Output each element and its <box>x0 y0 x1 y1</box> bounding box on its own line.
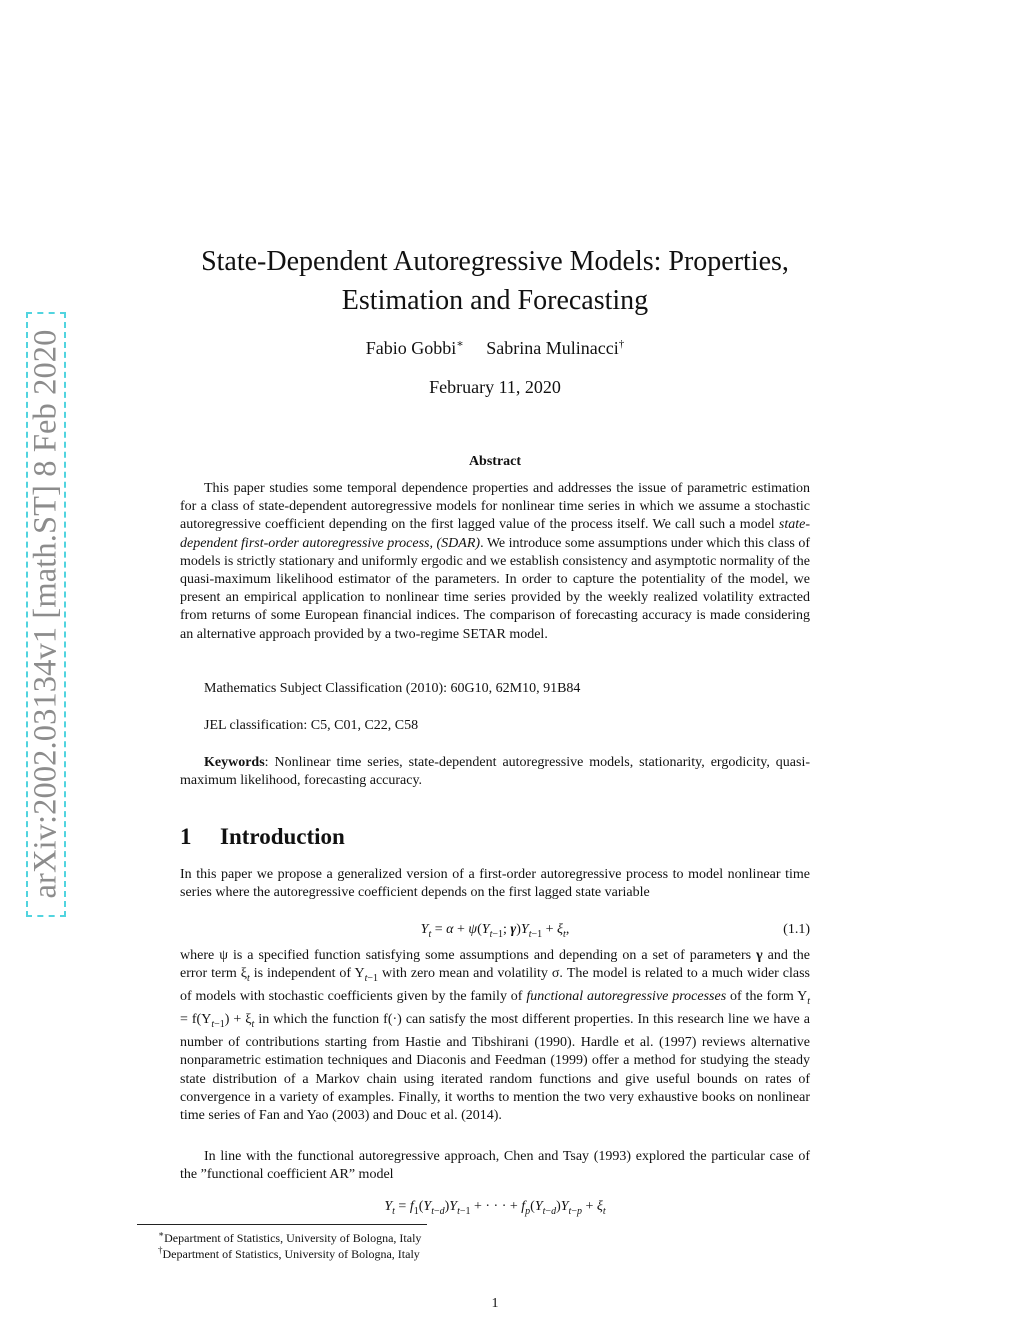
para2-sub-t-minus-1: t−1 <box>364 973 379 984</box>
para2-text-g: ) + ξ <box>224 1012 252 1028</box>
footnote-1 <box>158 1229 421 1246</box>
paper-date: February 11, 2020 <box>429 377 561 397</box>
abstract-model-name: state-dependent first-order autoregressive process, (SDAR) <box>180 517 810 551</box>
author-2 <box>486 338 624 358</box>
para2-sub-t-minus-1-b: t−1 <box>211 1019 225 1030</box>
para2-text-f: = f(Y <box>180 1012 212 1028</box>
page-number: 1 <box>491 1296 499 1311</box>
section-title: Introduction <box>220 824 345 849</box>
keywords-label: Keywords <box>204 755 265 770</box>
equation-functional-coefficient-ar: $Y_t = f_1(Y_{t-d})Y_{t-1}$ + · · · + $f_p(Y_{t-d})Y_{t-p} + \xi_t$ <box>384 1199 606 1217</box>
author-2-name: Sabrina Mulinacci <box>486 338 619 358</box>
para2-gamma: γ <box>756 948 763 963</box>
paper-title <box>150 242 840 320</box>
para2-text-h: in which the function f(·) can satisfy the most different properties. In this research line we have a number of contributions starting from Hastie and Tibshirani (1990). Hardle et al. (1997) reviews alternative nonparametric estimation techniques and Diaconis and Feedman (1999) offer a method for studying the steady state distribution of a Markov chain using iterated random functions and give useful bounds on rates of convergence in a variety of examples. Finally, it worths to mention the two very exhaustive books on nonlinear time series of Fan and Yao (2003) and Douc et al. (2014). <box>180 1012 810 1124</box>
para2-functional-ar: functional autoregressive processes <box>526 989 727 1005</box>
para2-text-b: and the error term ξ <box>180 948 810 982</box>
para2-text-e: of the form Y <box>726 989 808 1005</box>
keywords-text: : Nonlinear time series, state-dependent autoregressive models, stationarity, ergodicity, quasi-maximum likelihood, forecasting accuracy. <box>180 755 810 789</box>
arxiv-identifier[interactable]: arXiv:2002.03134v1 [math.ST] 8 Feb 2020 <box>27 329 64 899</box>
equation-1-1 <box>180 922 810 942</box>
para2-sub-t: t <box>247 973 250 984</box>
equation-1-1-body: $Y_t = \alpha + \psi(Y_{t-1}$; $\gamma)Y_{t-1} + \xi_t$, <box>420 922 570 940</box>
para2-sub-t-3: t <box>251 1019 255 1030</box>
para2-text-c: is independent of Y <box>249 966 365 982</box>
abstract-text-2: . We introduce some assumptions under which this class of models is strictly stationary and uniformly ergodic and we establish consistency and asymptotic normality of the quasi-maximum likelihood estimator of the parameters. In order to capture the potentiality of the model, we present an empirical application to nonlinear time series provided by the weekly realized volatility extracted from returns of some European financial indices. The comparison of forecasting accuracy is made considering an alternative approach provided by a two-regime SETAR model. <box>180 535 811 642</box>
author-2-footnote-mark[interactable]: † <box>618 338 625 350</box>
abstract-text-1: This paper studies some temporal dependence properties and addresses the issue of parametric estimation for a class of state-dependent autoregressive models for nonlinear time series in which we assume a stochastic autoregressive coefficient depending on the first lagged value of the process itself. We call such a model <box>180 481 810 533</box>
intro-paragraph-3: In line with the functional autoregressive approach, Chen and Tsay (1993) explored the particular case of the ”functional coefficient AR” model <box>180 1149 810 1183</box>
abstract-body <box>180 480 810 644</box>
equation-1-1-number: (1.1) <box>783 922 810 937</box>
title-line-2: Estimation and Forecasting <box>341 285 649 316</box>
title-line-1: State-Dependent Autoregressive Models: Properties, <box>201 246 789 277</box>
footnote-1-mark: ∗ <box>158 1229 165 1239</box>
author-1-footnote-mark[interactable]: ∗ <box>456 338 464 350</box>
footnote-2-mark: † <box>158 1245 163 1255</box>
intro-paragraph-2 <box>180 947 810 1125</box>
jel-classification: JEL classification: C5, C01, C22, C58 <box>204 718 419 733</box>
para2-text-d: with zero mean and volatility σ. The model is related to a much wider class of models with stochastic coefficients given by the family of <box>180 966 810 1005</box>
author-1-name: Fabio Gobbi <box>365 338 457 358</box>
author-1 <box>366 338 464 358</box>
section-heading-introduction <box>180 824 345 850</box>
para2-text-a: where ψ is a specified function satisfying some assumptions and depending on a set of parameters <box>180 948 757 963</box>
section-number: 1 <box>180 824 192 849</box>
footnote-2 <box>158 1245 420 1262</box>
intro-paragraph-1: In this paper we propose a generalized version of a first-order autoregressive process to model nonlinear time series where the autoregressive coefficient depends on the first lagged state variable <box>180 867 810 901</box>
author-list <box>150 337 840 359</box>
keywords <box>180 754 810 790</box>
para2-sub-t-2: t <box>807 996 810 1007</box>
msc-classification: Mathematics Subject Classification (2010): 60G10, 62M10, 91B84 <box>204 681 581 696</box>
footnote-rule <box>137 1224 427 1225</box>
footnote-1-text: Department of Statistics, University of Bologna, Italy <box>164 1231 422 1245</box>
footnote-2-text: Department of Statistics, University of Bologna, Italy <box>162 1247 420 1261</box>
abstract-heading: Abstract <box>468 454 522 469</box>
